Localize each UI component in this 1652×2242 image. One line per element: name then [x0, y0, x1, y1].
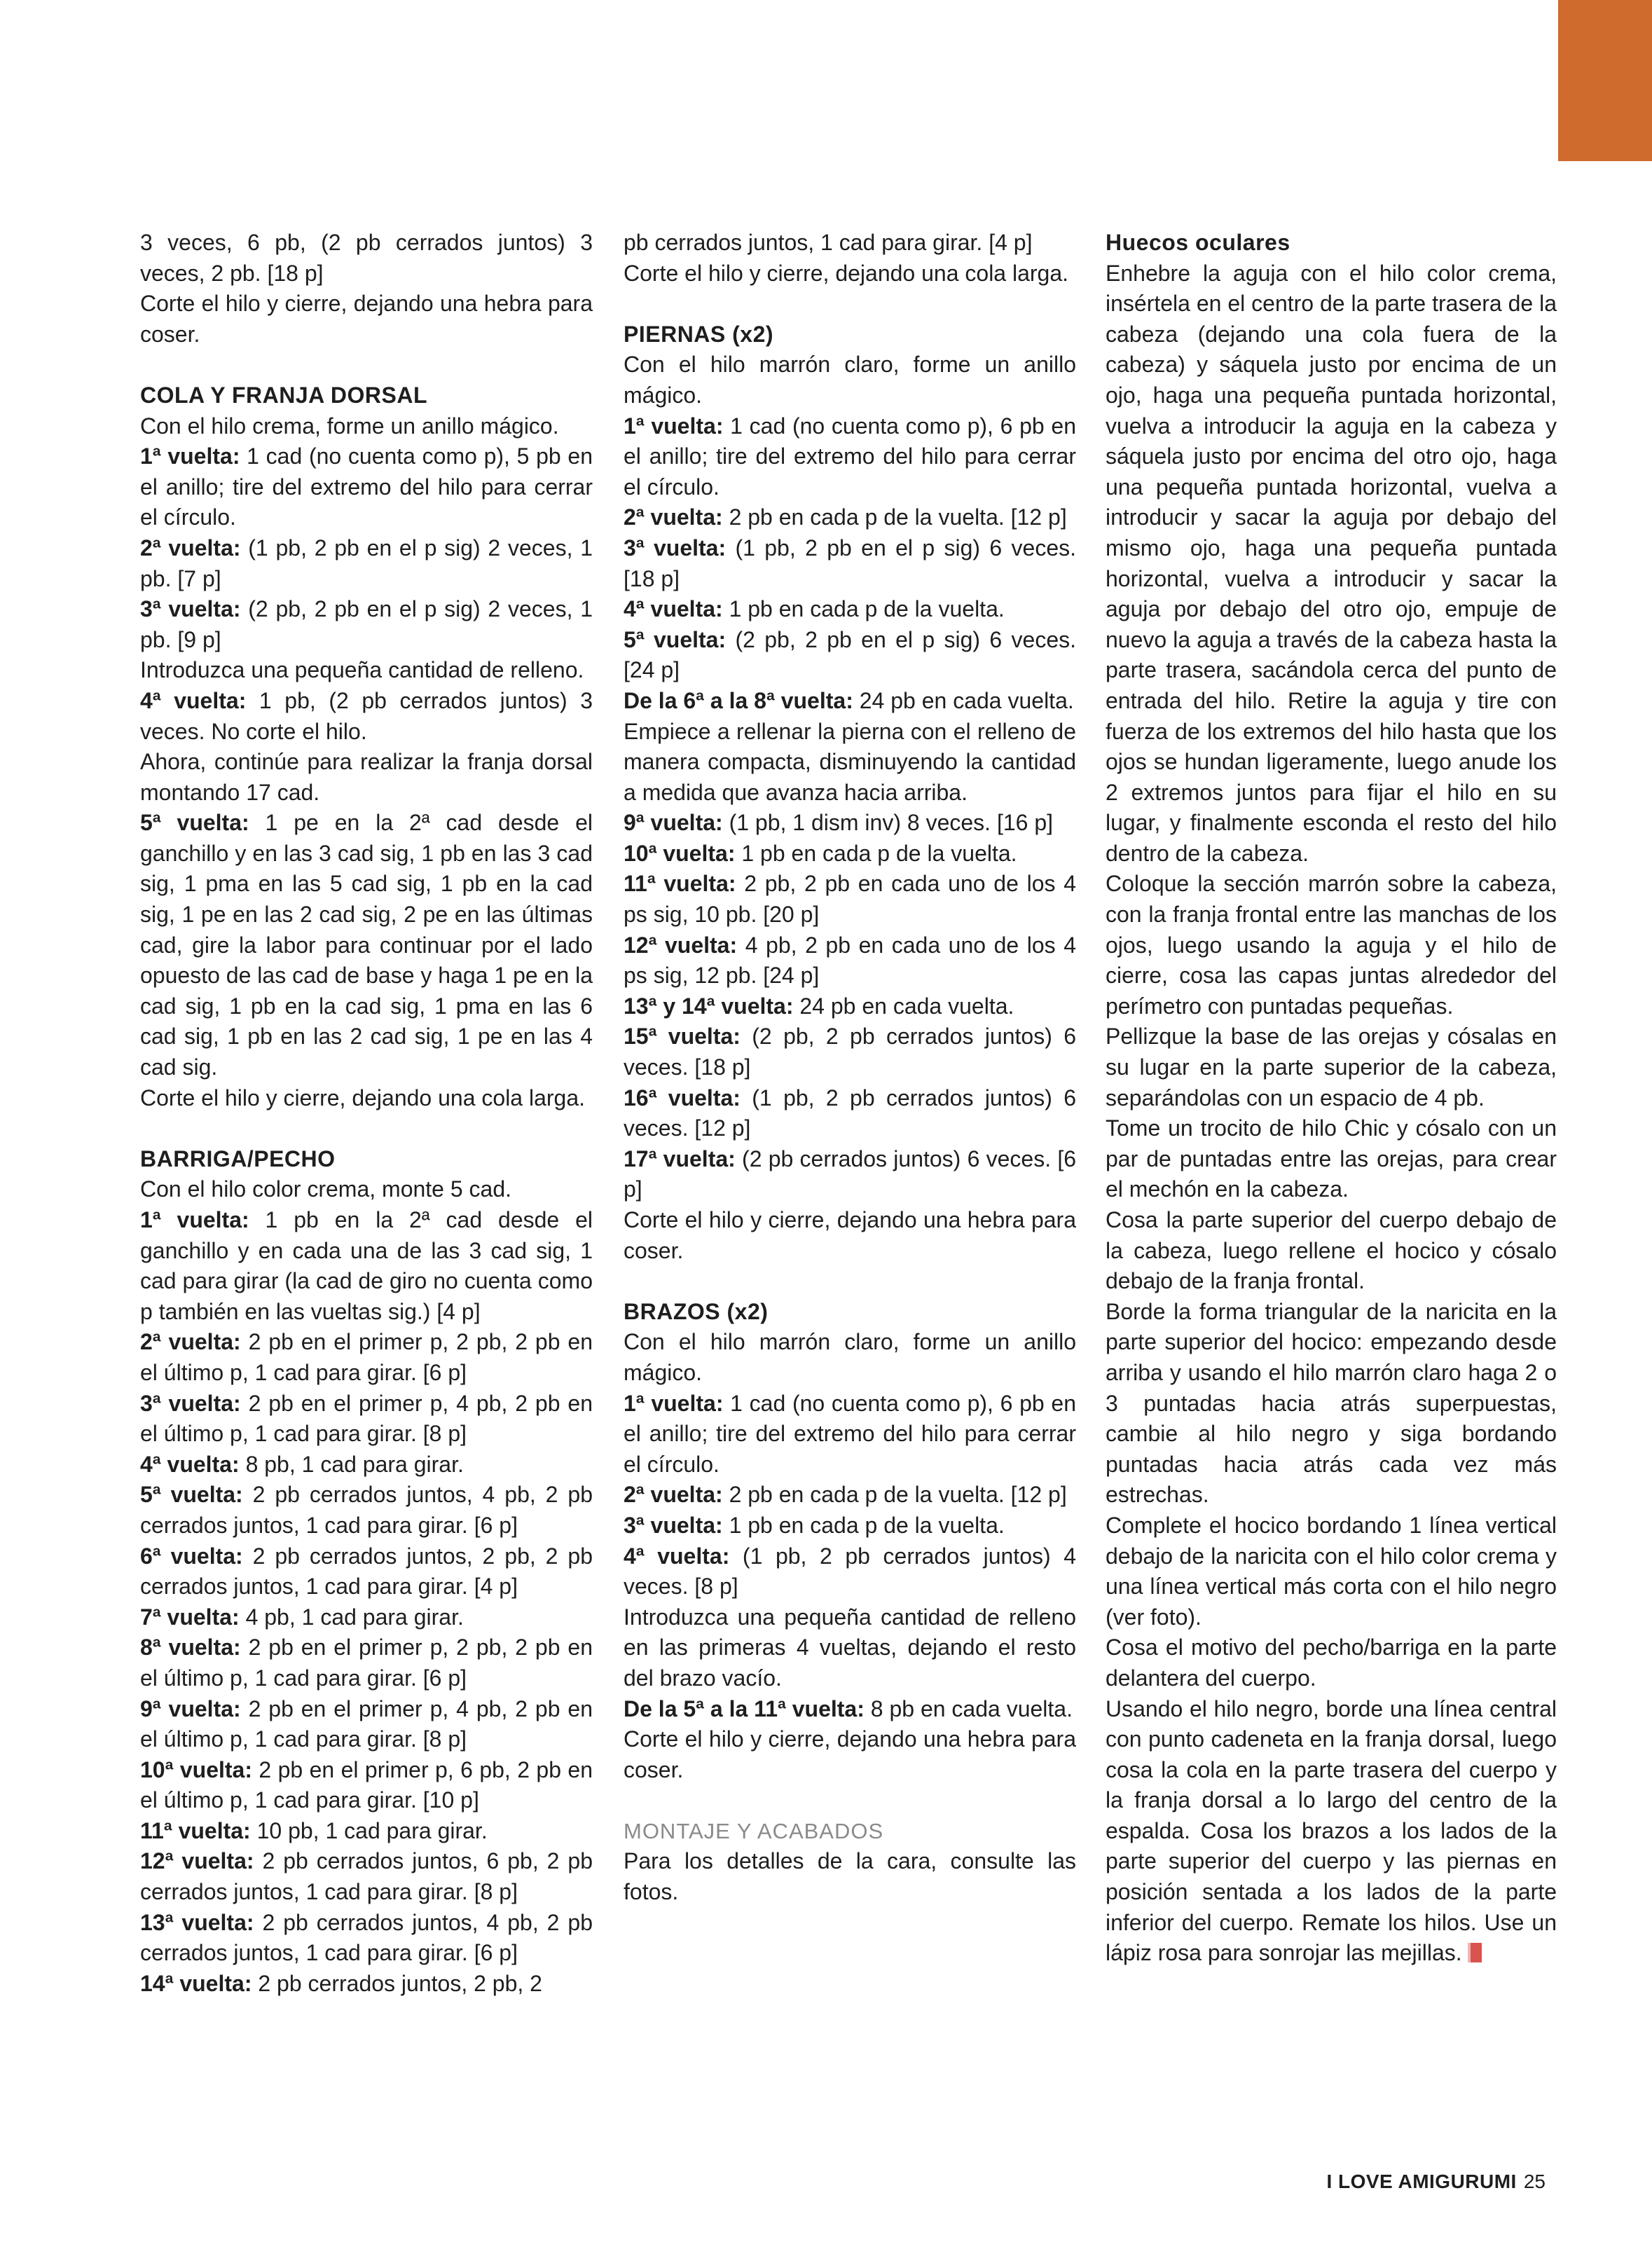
- paragraph-final: Usando el hilo negro, borde una línea central con punto cadeneta en la franja dorsal, luego cosa la cola en la parte trasera del cuerpo y la franja dorsal a lo largo del centro de la espalda. Cosa los brazos a los lados de la parte superior del cuerpo y las piernas en posición sentada a los lados de la parte inferior del cuerpo. Remate los hilos. Use un lápiz rosa para sonrojar las mejillas.: [1106, 1696, 1557, 1966]
- round-instruction: 5ª vuelta: (2 pb, 2 pb en el p sig) 6 veces. [24 p]: [624, 626, 1077, 683]
- round-instruction: 13ª y 14ª vuelta: 24 pb en cada vuelta.: [624, 993, 1014, 1019]
- paragraph: Cosa la parte superior del cuerpo debajo de la cabeza, luego rellene el hocico y cósalo debajo de la franja frontal.: [1106, 1207, 1557, 1294]
- round-instruction: 1ª vuelta: 1 cad (no cuenta como p), 6 pb en el anillo; tire del extremo del hilo para cerrar el círculo.: [624, 1390, 1077, 1477]
- round-instruction: 2ª vuelta: 2 pb en cada p de la vuelta. [12 p]: [624, 1482, 1067, 1508]
- paragraph: Borde la forma triangular de la naricita en la parte superior del hocico: empezando desde arriba y usando el hilo marrón claro haga 2 o 3 puntadas hacia atrás superpuestas, cambie al hilo negro y siga bordando puntadas hacia atrás cada vez más estrechas.: [1106, 1298, 1557, 1508]
- paragraph: Complete el hocico bordando 1 línea vertical debajo de la naricita con el hilo color crema y una línea vertical más corta con el hilo negro (ver foto).: [1106, 1512, 1557, 1630]
- round-instruction: 2ª vuelta: 2 pb en cada p de la vuelta. [12 p]: [624, 504, 1067, 530]
- round-instruction: 9ª vuelta: (1 pb, 1 dism inv) 8 veces. [16 p]: [624, 810, 1053, 836]
- paragraph: Introduzca una pequeña cantidad de relleno en las primeras 4 vueltas, dejando el resto del brazo vacío.: [624, 1604, 1076, 1691]
- section-heading-brazos: BRAZOS (x2): [624, 1298, 769, 1324]
- magazine-name: I LOVE AMIGURUMI: [1326, 2171, 1517, 2192]
- page-footer: [1326, 2169, 1546, 2194]
- paragraph: Introduzca una pequeña cantidad de relleno.: [140, 657, 584, 683]
- round-instruction: 13ª vuelta: 2 pb cerrados juntos, 4 pb, 2 pb cerrados juntos, 1 cad para girar. [6 p]: [140, 1909, 593, 1966]
- paragraph: Pellizque la base de las orejas y cósalas en su lugar en la parte superior de la cabeza, separándolas con un espacio de 4 pb.: [1106, 1024, 1557, 1110]
- round-instruction: 16ª vuelta: (1 pb, 2 pb cerrados juntos) 6 veces. [12 p]: [624, 1085, 1076, 1141]
- round-instruction: 4ª vuelta: 1 pb, (2 pb cerrados juntos) 3 veces. No corte el hilo.: [140, 687, 593, 744]
- round-instruction: 10ª vuelta: 2 pb en el primer p, 6 pb, 2 pb en el último p, 1 cad para girar. [10 p]: [140, 1756, 593, 1813]
- round-instruction: 7ª vuelta: 4 pb, 1 cad para girar.: [140, 1604, 464, 1630]
- section-heading-montaje: MONTAJE Y ACABADOS: [624, 1818, 884, 1843]
- round-instruction: 17ª vuelta: (2 pb cerrados juntos) 6 veces. [6 p]: [624, 1146, 1077, 1202]
- paragraph: Con el hilo marrón claro, forme un anillo mágico.: [624, 1329, 1076, 1385]
- column-2: [624, 228, 1076, 1908]
- round-instruction: De la 5ª a la 11ª vuelta: 8 pb en cada vuelta.: [624, 1696, 1073, 1721]
- section-heading-cola: COLA Y FRANJA DORSAL: [140, 382, 428, 408]
- paragraph: Con el hilo marrón claro, forme un anillo mágico.: [624, 352, 1076, 408]
- paragraph: Ahora, continúe para realizar la franja dorsal montando 17 cad.: [140, 749, 593, 805]
- column-1: [140, 228, 593, 1999]
- round-instruction: 11ª vuelta: 10 pb, 1 cad para girar.: [140, 1817, 488, 1843]
- round-instruction: 10ª vuelta: 1 pb en cada p de la vuelta.: [624, 840, 1017, 866]
- round-instruction: 4ª vuelta: 8 pb, 1 cad para girar.: [140, 1451, 464, 1477]
- page-number: 25: [1523, 2171, 1546, 2192]
- section-color-tab: [1558, 0, 1652, 161]
- round-instruction: 12ª vuelta: 2 pb cerrados juntos, 6 pb, 2 pb cerrados juntos, 1 cad para girar. [8 p]: [140, 1848, 593, 1905]
- paragraph: Con el hilo color crema, monte 5 cad.: [140, 1176, 512, 1202]
- round-instruction: 11ª vuelta: 2 pb, 2 pb en cada uno de los 4 ps sig, 10 pb. [20 p]: [624, 871, 1077, 928]
- column-3: [1106, 228, 1557, 1969]
- round-instruction: 5ª vuelta: 1 pe en la 2ª cad desde el ganchillo y en las 3 cad sig, 1 pb en las 3 cad sig, 1 pma en las 5 cad sig, 1 pb en la cad sig, 1 pe en las 2 cad sig, 2 pe en las últimas cad, gire la labor para continuar por el lado opuesto de las cad de base y haga 1 pe en la cad sig, 1 pb en la cad sig, 1 pma en las 6 cad sig, 1 pb en las 2 cad sig, 1 pe en las 4 cad sig.: [140, 810, 593, 1080]
- round-instruction: 2ª vuelta: 2 pb en el primer p, 2 pb, 2 pb en el último p, 1 cad para girar. [6 p]: [140, 1329, 593, 1385]
- paragraph: Tome un trocito de hilo Chic y cósalo con un par de puntadas entre las orejas, para crear el mechón en la cabeza.: [1106, 1115, 1557, 1202]
- paragraph: Enhebre la aguja con el hilo color crema, insértela en el centro de la parte trasera de la cabeza (dejando una cola fuera de la cabeza) y sáquela justo por encima de un ojo, haga una pequeña puntada horizontal, vuelva a introducir la aguja en la cabeza y sáquela justo por encima del otro ojo, haga una pequeña puntada horizontal, vuelva a introducir y sacar la aguja por debajo del mismo ojo, haga una pequeña puntada horizontal, vuelva a introducir y sacar la aguja por debajo del otro ojo, empuje de nuevo la aguja a través de la cabeza hasta la parte trasera, sacándola cerca del punto de entrada del hilo. Retire la aguja y tire con fuerza de los extremos del hilo hasta que los ojos se hundan ligeramente, luego anude los 2 extremos juntos para fijar el hilo en su lugar, y finalmente esconda el resto del hilo dentro de la cabeza.: [1106, 260, 1557, 866]
- paragraph: 3 veces, 6 pb, (2 pb cerrados juntos) 3 veces, 2 pb. [18 p]: [140, 230, 593, 286]
- round-instruction: 3ª vuelta: 2 pb en el primer p, 4 pb, 2 pb en el último p, 1 cad para girar. [8 p]: [140, 1390, 593, 1447]
- end-of-article-icon: [1468, 1943, 1482, 1962]
- section-heading-piernas: PIERNAS (x2): [624, 321, 774, 347]
- paragraph: pb cerrados juntos, 1 cad para girar. [4 p]: [624, 230, 1033, 255]
- round-instruction: 6ª vuelta: 2 pb cerrados juntos, 2 pb, 2 pb cerrados juntos, 1 cad para girar. [4 p]: [140, 1543, 593, 1600]
- round-instruction: 3ª vuelta: (1 pb, 2 pb en el p sig) 6 veces. [18 p]: [624, 535, 1077, 591]
- paragraph: Con el hilo crema, forme un anillo mágico.: [140, 413, 559, 439]
- round-instruction: 2ª vuelta: (1 pb, 2 pb en el p sig) 2 veces, 1 pb. [7 p]: [140, 535, 593, 591]
- round-instruction: 4ª vuelta: 1 pb en cada p de la vuelta.: [624, 596, 1005, 622]
- round-instruction: 1ª vuelta: 1 cad (no cuenta como p), 5 pb en el anillo; tire del extremo del hilo para cerrar el círculo.: [140, 443, 593, 530]
- round-instruction: 8ª vuelta: 2 pb en el primer p, 2 pb, 2 pb en el último p, 1 cad para girar. [6 p]: [140, 1635, 593, 1691]
- paragraph: Corte el hilo y cierre, dejando una hebra para coser.: [624, 1207, 1076, 1263]
- paragraph: Corte el hilo y cierre, dejando una cola larga.: [140, 1085, 586, 1110]
- round-instruction: 1ª vuelta: 1 pb en la 2ª cad desde el ganchillo y en cada una de las 3 cad sig, 1 cad para girar (la cad de giro no cuenta como p también en las vueltas sig.) [4 p]: [140, 1207, 593, 1324]
- round-instruction: 9ª vuelta: 2 pb en el primer p, 4 pb, 2 pb en el último p, 1 cad para girar. [8 p]: [140, 1696, 593, 1752]
- round-instruction: 14ª vuelta: 2 pb cerrados juntos, 2 pb, 2: [140, 1970, 542, 1996]
- paragraph: Corte el hilo y cierre, dejando una cola larga.: [624, 260, 1069, 286]
- section-heading-huecos: Huecos oculares: [1106, 230, 1290, 255]
- paragraph: Empiece a rellenar la pierna con el relleno de manera compacta, disminuyendo la cantidad a medida que avanza hacia arriba.: [624, 718, 1076, 805]
- paragraph: Corte el hilo y cierre, dejando una hebra para coser.: [624, 1726, 1076, 1782]
- round-instruction: De la 6ª a la 8ª vuelta: 24 pb en cada vuelta.: [624, 687, 1074, 713]
- round-instruction: 3ª vuelta: 1 pb en cada p de la vuelta.: [624, 1512, 1005, 1538]
- round-instruction: 5ª vuelta: 2 pb cerrados juntos, 4 pb, 2 pb cerrados juntos, 1 cad para girar. [6 p]: [140, 1482, 593, 1538]
- paragraph: Coloque la sección marrón sobre la cabeza, con la franja frontal entre las manchas de los ojos, luego usando la aguja y el hilo de cierre, cosa las capas juntas alrededor del perímetro con puntadas pequeñas.: [1106, 871, 1557, 1019]
- round-instruction: 4ª vuelta: (1 pb, 2 pb cerrados juntos) 4 veces. [8 p]: [624, 1543, 1077, 1600]
- round-instruction: 15ª vuelta: (2 pb, 2 pb cerrados juntos) 6 veces. [18 p]: [624, 1024, 1076, 1080]
- round-instruction: 1ª vuelta: 1 cad (no cuenta como p), 6 pb en el anillo; tire del extremo del hilo para cerrar el círculo.: [624, 413, 1077, 500]
- round-instruction: 3ª vuelta: (2 pb, 2 pb en el p sig) 2 veces, 1 pb. [9 p]: [140, 596, 593, 652]
- section-heading-barriga: BARRIGA/PECHO: [140, 1146, 336, 1171]
- paragraph: Para los detalles de la cara, consulte las fotos.: [624, 1848, 1076, 1905]
- round-instruction: 12ª vuelta: 4 pb, 2 pb en cada uno de los 4 ps sig, 12 pb. [24 p]: [624, 932, 1077, 989]
- paragraph: Cosa el motivo del pecho/barriga en la parte delantera del cuerpo.: [1106, 1635, 1557, 1691]
- paragraph: Corte el hilo y cierre, dejando una hebra para coser.: [140, 291, 593, 347]
